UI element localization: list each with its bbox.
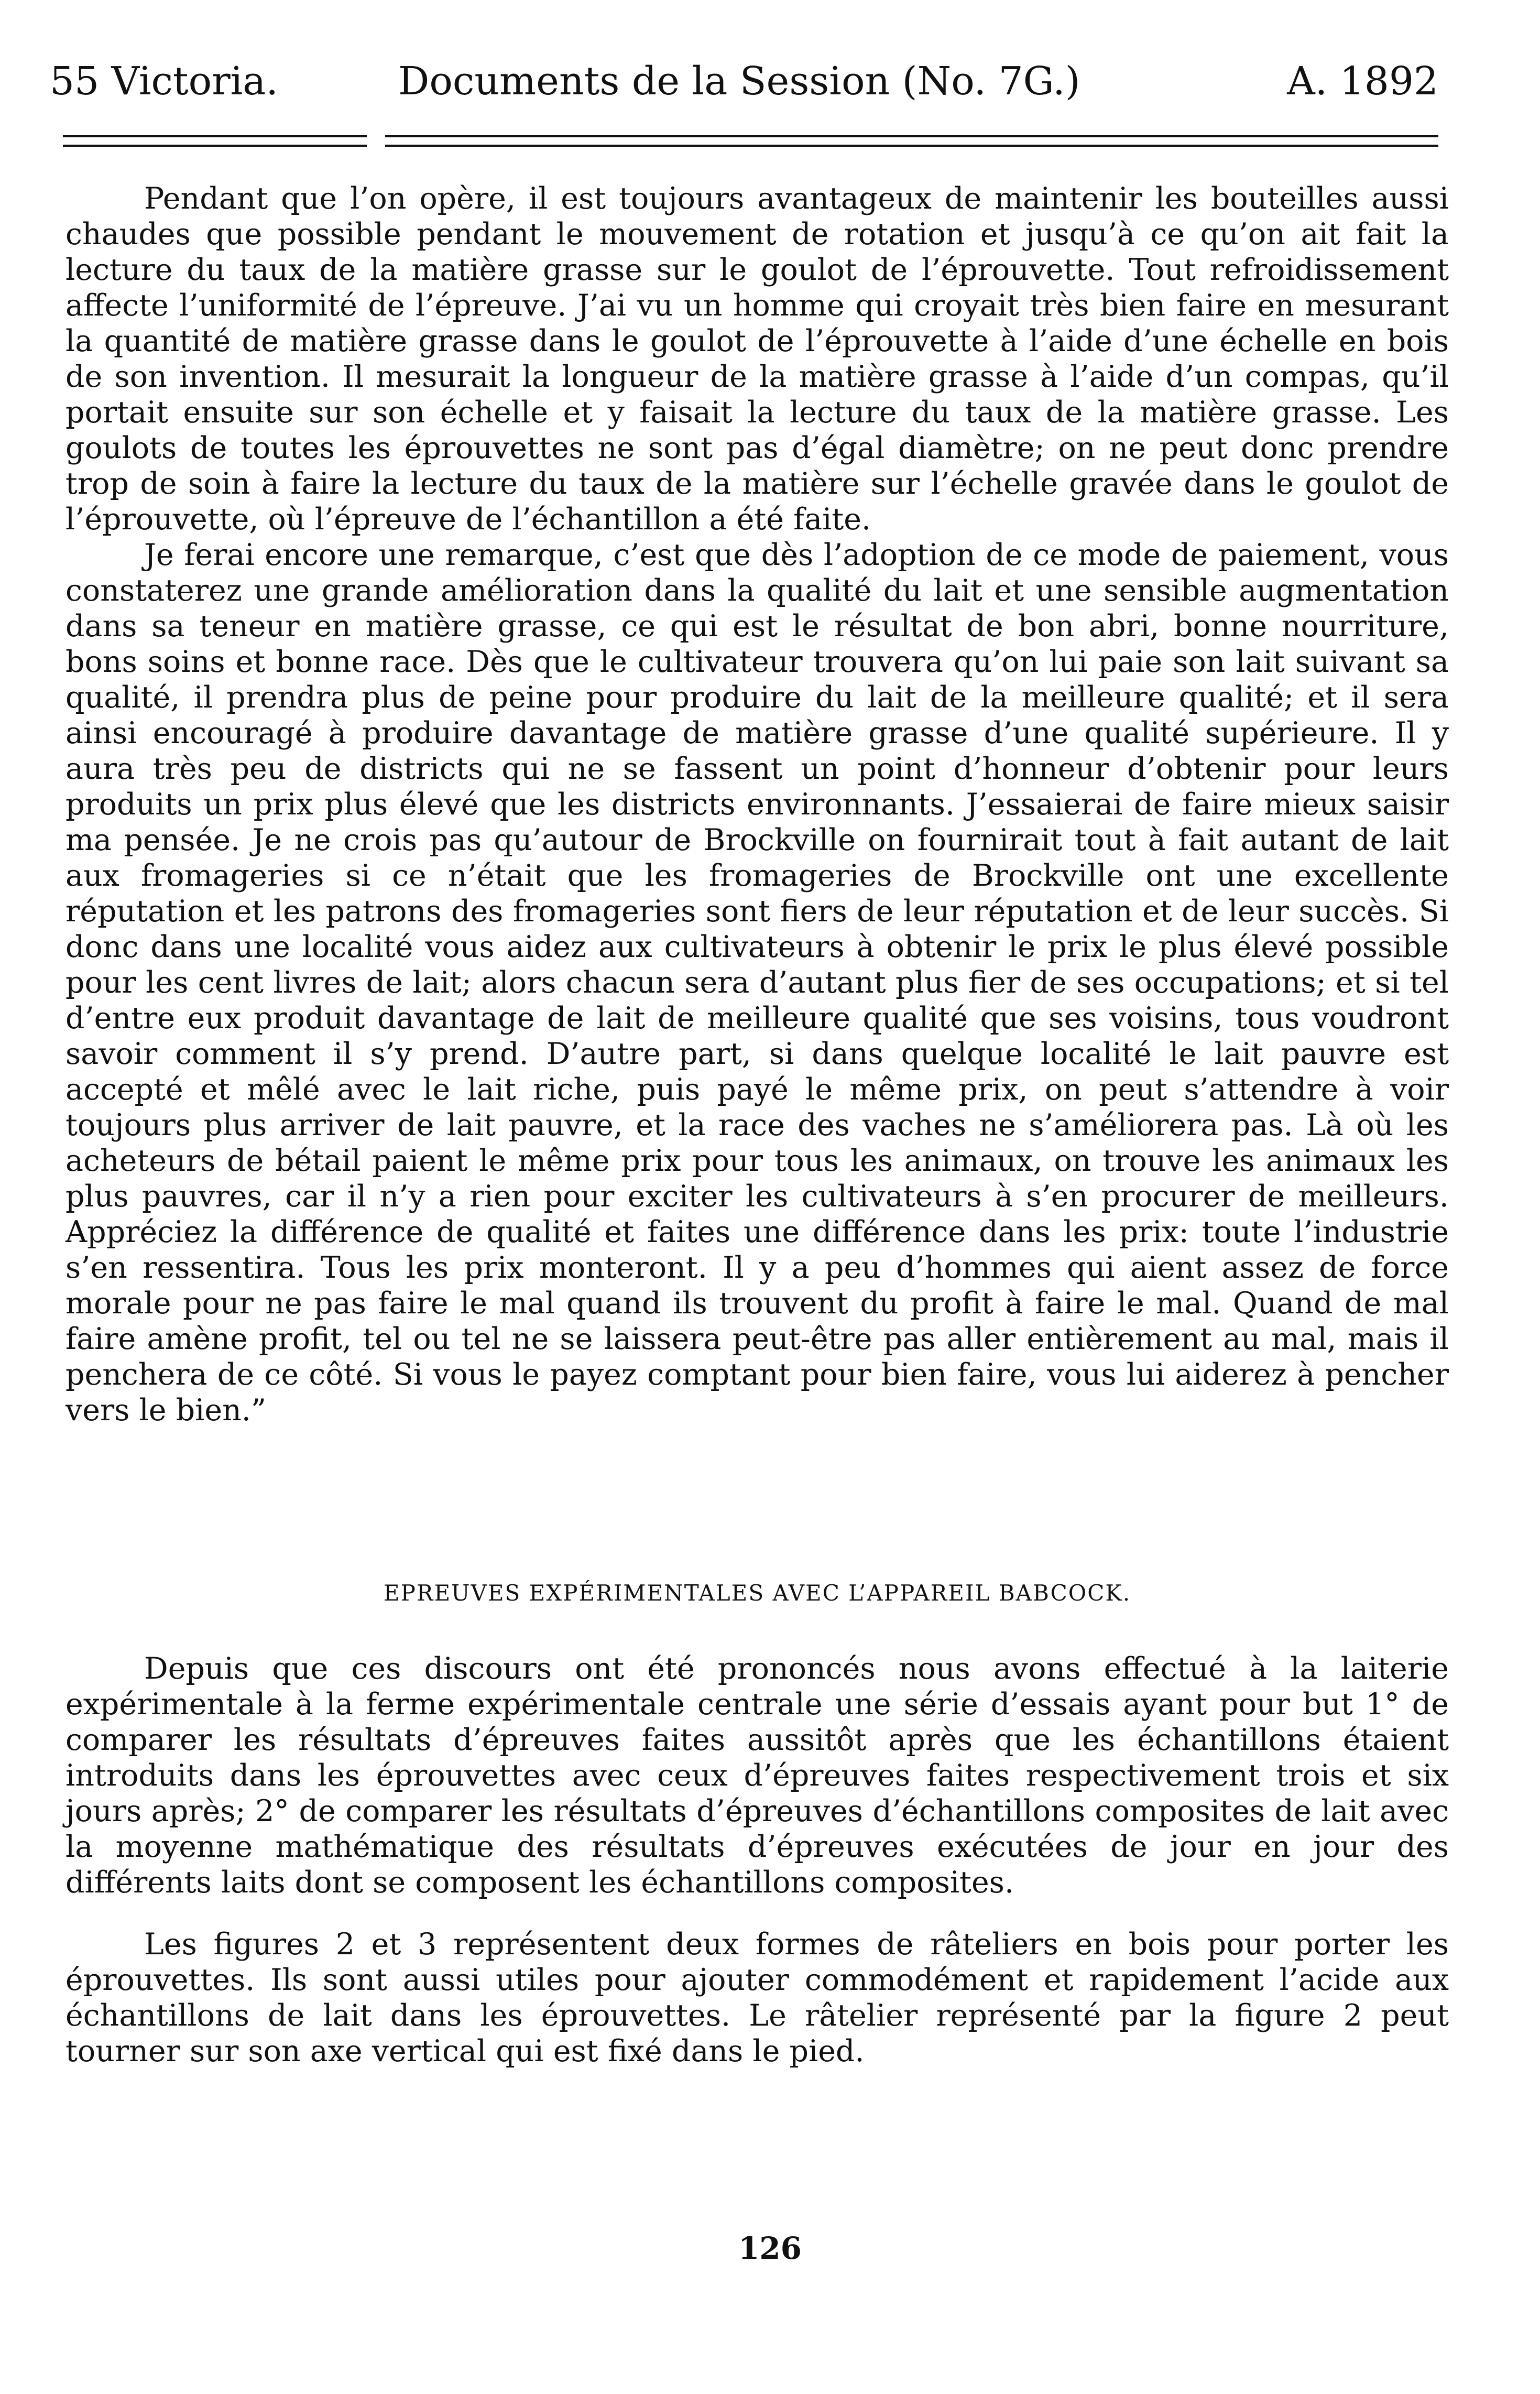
section-body-text	[65, 1651, 1449, 2069]
header-volume: 55 Victoria.	[50, 59, 278, 104]
rule-line	[385, 135, 1438, 137]
paragraph: Pendant que l’on opère, il est toujours avantageux de maintenir les bouteilles aussi chaudes que possible pendant le mouvement de rotation et jusqu’à ce qu’on ait fait la lecture du taux de la matière grasse sur le goulot de l’éprouvette. Tout refroidissement affecte l’uniformité de l’épreuve. J’ai vu un homme qui croyait très bien faire en mesurant la quantité de matière grasse dans le goulot de l’éprouvette à l’aide d’une échelle en bois de son invention. Il mesurait la longueur de la matière grasse à l’aide d’un compas, qu’il portait ensuite sur son échelle et y faisait la lecture du taux de la matière grasse. Les goulots de toutes les éprouvettes ne sont pas d’égal diamètre; on ne peut donc prendre trop de soin à faire la lecture du taux de la matière sur l’échelle gravée dans le goulot de l’éprouvette, où l’épreuve de l’échantillon a été faite.	[65, 181, 1449, 537]
header-title: Documents de la Session (No. 7G.)	[398, 59, 1080, 104]
paragraph: Les figures 2 et 3 représentent deux formes de râteliers en bois pour porter les éprouvettes. Ils sont aussi utiles pour ajouter commodément et rapidement l’acide aux échantillons de lait dans les éprouvettes. Le râtelier représenté par la figure 2 peut tourner sur son axe vertical qui est fixé dans le pied.	[65, 1927, 1449, 2069]
body-text	[65, 181, 1449, 1428]
header-rule-right	[385, 135, 1438, 149]
page-number: 126	[738, 2230, 802, 2266]
section-heading: EPREUVES EXPÉRIMENTALES AVEC L’APPAREIL BABCOCK.	[383, 1580, 1131, 1606]
rule-line	[385, 145, 1438, 147]
paragraph: Je ferai encore une remarque, c’est que dès l’adoption de ce mode de paiement, vous constaterez une grande amélioration dans la qualité du lait et une sensible augmentation dans sa teneur en matière grasse, ce qui est le résultat de bon abri, bonne nourriture, bons soins et bonne race. Dès que le cultivateur trouvera qu’on lui paie son lait suivant sa qualité, il prendra plus de peine pour produire du lait de la meilleure qualité; et il sera ainsi encouragé à produire davantage de matière grasse d’une qualité supérieure. Il y aura très peu de districts qui ne se fassent un point d’honneur d’obtenir pour leurs produits un prix plus élevé que les districts environnants. J’essaierai de faire mieux saisir ma pensée. Je ne crois pas qu’autour de Brockville on fournirait tout à fait autant de lait aux fromageries si ce n’était que les fromageries de Brockville ont une excellente réputation et les patrons des fromageries sont fiers de leur réputation et de leur succès. Si donc dans une localité vous aidez aux cultivateurs à obtenir le prix le plus élevé possible pour les cent livres de lait; alors chacun sera d’autant plus fier de ses occupations; et si tel d’entre eux produit davantage de lait de meilleure qualité que ses voisins, tous voudront savoir comment il s’y prend. D’autre part, si dans quelque localité le lait pauvre est accepté et mêlé avec le lait riche, puis payé le même prix, on peut s’attendre à voir toujours plus arriver de lait pauvre, et la race des vaches ne s’améliorera pas. Là où les acheteurs de bétail paient le même prix pour tous les animaux, on trouve les animaux les plus pauvres, car il n’y a rien pour exciter les cultivateurs à s’en procurer de meilleurs. Appréciez la différence de qualité et faites une différence dans les prix: toute l’industrie s’en ressentira. Tous les prix monteront. Il y a peu d’hommes qui aient assez de force morale pour ne pas faire le mal quand ils trouvent du profit à faire le mal. Quand de mal faire amène profit, tel ou tel ne se laissera peut-être pas aller entièrement au mal, mais il penchera de ce côté. Si vous le payez comptant pour bien faire, vous lui aiderez à pencher vers le bien.”	[65, 538, 1449, 1428]
header-year: A. 1892	[1287, 59, 1438, 104]
paragraph: Depuis que ces discours ont été prononcés nous avons effectué à la laiterie expérimentale à la ferme expérimentale centrale une série d’essais ayant pour but 1° de comparer les résultats d’épreuves faites aussitôt après que les échantillons étaient introduits dans les éprouvettes avec ceux d’épreuves faites respectivement trois et six jours après; 2° de comparer les résultats d’épreuves d’échantillons composites de lait avec la moyenne mathématique des résultats d’épreuves exécutées de jour en jour des différents laits dont se composent les échantillons composites.	[65, 1651, 1449, 1900]
running-header	[50, 52, 1438, 110]
header-rule-left	[63, 135, 367, 149]
rule-line	[63, 145, 367, 147]
rule-line	[63, 135, 367, 137]
